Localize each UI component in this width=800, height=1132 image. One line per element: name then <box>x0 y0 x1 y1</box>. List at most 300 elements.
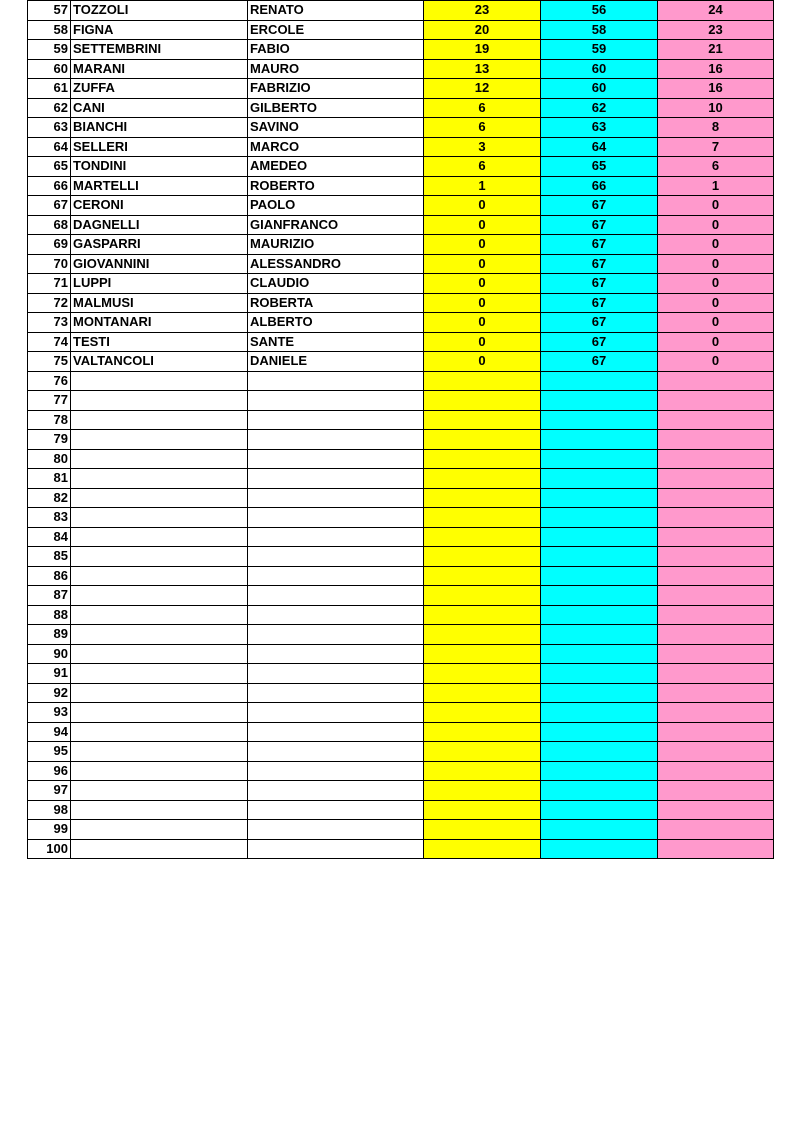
surname-cell: CANI <box>71 98 248 118</box>
table-row <box>28 79 774 99</box>
score-col1-cell <box>424 508 541 528</box>
row-number-cell: 80 <box>28 449 71 469</box>
surname-cell: TOZZOLI <box>71 1 248 21</box>
table-row <box>28 332 774 352</box>
row-number-cell: 83 <box>28 508 71 528</box>
score-col1-cell <box>424 371 541 391</box>
score-col3-cell: 6 <box>658 157 774 177</box>
score-col1-cell <box>424 781 541 801</box>
first-name-cell: ROBERTO <box>248 176 424 196</box>
row-number-cell: 70 <box>28 254 71 274</box>
row-number-cell: 91 <box>28 664 71 684</box>
first-name-cell <box>248 430 424 450</box>
table-row <box>28 722 774 742</box>
first-name-cell: FABIO <box>248 40 424 60</box>
score-col1-cell: 12 <box>424 79 541 99</box>
score-col2-cell <box>541 508 658 528</box>
table-row <box>28 137 774 157</box>
score-col2-cell <box>541 742 658 762</box>
score-col2-cell: 58 <box>541 20 658 40</box>
table-row <box>28 449 774 469</box>
score-col3-cell <box>658 469 774 489</box>
score-col3-cell: 16 <box>658 59 774 79</box>
score-col1-cell <box>424 742 541 762</box>
score-col3-cell <box>658 410 774 430</box>
score-col1-cell: 0 <box>424 313 541 333</box>
row-number-cell: 65 <box>28 157 71 177</box>
first-name-cell: CLAUDIO <box>248 274 424 294</box>
score-col3-cell: 0 <box>658 235 774 255</box>
first-name-cell <box>248 566 424 586</box>
surname-cell <box>71 722 248 742</box>
score-col1-cell <box>424 839 541 859</box>
surname-cell: MARANI <box>71 59 248 79</box>
surname-cell: ZUFFA <box>71 79 248 99</box>
table-row <box>28 313 774 333</box>
table-row <box>28 157 774 177</box>
score-col3-cell: 0 <box>658 352 774 372</box>
score-col2-cell: 66 <box>541 176 658 196</box>
score-col3-cell <box>658 371 774 391</box>
score-col2-cell: 67 <box>541 332 658 352</box>
score-col3-cell: 8 <box>658 118 774 138</box>
surname-cell <box>71 371 248 391</box>
score-col2-cell: 60 <box>541 79 658 99</box>
first-name-cell: PAOLO <box>248 196 424 216</box>
score-col3-cell: 0 <box>658 196 774 216</box>
score-col1-cell <box>424 488 541 508</box>
score-col1-cell <box>424 566 541 586</box>
table-row <box>28 1 774 21</box>
first-name-cell <box>248 800 424 820</box>
first-name-cell <box>248 839 424 859</box>
score-col1-cell <box>424 664 541 684</box>
score-col1-cell <box>424 391 541 411</box>
row-number-cell: 58 <box>28 20 71 40</box>
score-col2-cell <box>541 527 658 547</box>
score-col3-cell: 0 <box>658 293 774 313</box>
score-col3-cell <box>658 800 774 820</box>
row-number-cell: 95 <box>28 742 71 762</box>
score-col1-cell <box>424 722 541 742</box>
first-name-cell: RENATO <box>248 1 424 21</box>
score-col1-cell: 19 <box>424 40 541 60</box>
table-row <box>28 469 774 489</box>
score-col2-cell <box>541 586 658 606</box>
score-col2-cell <box>541 449 658 469</box>
score-col3-cell <box>658 430 774 450</box>
surname-cell <box>71 488 248 508</box>
row-number-cell: 98 <box>28 800 71 820</box>
score-col1-cell: 0 <box>424 352 541 372</box>
table-row <box>28 196 774 216</box>
table-row <box>28 781 774 801</box>
first-name-cell: GIANFRANCO <box>248 215 424 235</box>
first-name-cell: FABRIZIO <box>248 79 424 99</box>
surname-cell <box>71 625 248 645</box>
score-col1-cell <box>424 586 541 606</box>
score-col3-cell <box>658 586 774 606</box>
score-col2-cell <box>541 683 658 703</box>
score-col3-cell <box>658 391 774 411</box>
score-col1-cell: 0 <box>424 215 541 235</box>
surname-cell <box>71 508 248 528</box>
surname-cell: SETTEMBRINI <box>71 40 248 60</box>
first-name-cell <box>248 664 424 684</box>
row-number-cell: 85 <box>28 547 71 567</box>
first-name-cell <box>248 820 424 840</box>
score-col2-cell <box>541 703 658 723</box>
row-number-cell: 78 <box>28 410 71 430</box>
surname-cell <box>71 683 248 703</box>
score-col2-cell: 67 <box>541 293 658 313</box>
surname-cell: DAGNELLI <box>71 215 248 235</box>
surname-cell: MONTANARI <box>71 313 248 333</box>
score-col1-cell: 0 <box>424 274 541 294</box>
surname-cell <box>71 742 248 762</box>
score-col2-cell: 64 <box>541 137 658 157</box>
first-name-cell: MARCO <box>248 137 424 157</box>
table-row <box>28 488 774 508</box>
score-col3-cell <box>658 625 774 645</box>
table-row <box>28 625 774 645</box>
surname-cell <box>71 410 248 430</box>
score-col2-cell <box>541 625 658 645</box>
score-col1-cell <box>424 703 541 723</box>
score-col1-cell <box>424 430 541 450</box>
surname-cell <box>71 449 248 469</box>
score-col3-cell: 10 <box>658 98 774 118</box>
score-col2-cell: 67 <box>541 352 658 372</box>
score-col1-cell: 1 <box>424 176 541 196</box>
table-row <box>28 761 774 781</box>
score-col2-cell <box>541 644 658 664</box>
table-row <box>28 40 774 60</box>
score-col2-cell <box>541 839 658 859</box>
surname-cell: VALTANCOLI <box>71 352 248 372</box>
table-row <box>28 352 774 372</box>
surname-cell: FIGNA <box>71 20 248 40</box>
score-col1-cell <box>424 800 541 820</box>
score-col3-cell: 24 <box>658 1 774 21</box>
score-col2-cell <box>541 547 658 567</box>
row-number-cell: 90 <box>28 644 71 664</box>
row-number-cell: 74 <box>28 332 71 352</box>
row-number-cell: 79 <box>28 430 71 450</box>
row-number-cell: 81 <box>28 469 71 489</box>
score-col1-cell: 0 <box>424 332 541 352</box>
score-col2-cell: 63 <box>541 118 658 138</box>
score-col3-cell: 0 <box>658 313 774 333</box>
first-name-cell <box>248 683 424 703</box>
standings-table <box>27 0 774 859</box>
row-number-cell: 77 <box>28 391 71 411</box>
row-number-cell: 76 <box>28 371 71 391</box>
first-name-cell <box>248 644 424 664</box>
row-number-cell: 64 <box>28 137 71 157</box>
table-row <box>28 742 774 762</box>
first-name-cell: ERCOLE <box>248 20 424 40</box>
surname-cell: SELLERI <box>71 137 248 157</box>
first-name-cell <box>248 625 424 645</box>
table-row <box>28 683 774 703</box>
first-name-cell <box>248 605 424 625</box>
surname-cell <box>71 527 248 547</box>
surname-cell <box>71 547 248 567</box>
table-row <box>28 839 774 859</box>
surname-cell <box>71 800 248 820</box>
first-name-cell <box>248 508 424 528</box>
score-col2-cell <box>541 820 658 840</box>
table-row <box>28 508 774 528</box>
row-number-cell: 94 <box>28 722 71 742</box>
row-number-cell: 69 <box>28 235 71 255</box>
row-number-cell: 71 <box>28 274 71 294</box>
first-name-cell: SANTE <box>248 332 424 352</box>
first-name-cell <box>248 742 424 762</box>
score-col2-cell <box>541 469 658 489</box>
score-col3-cell <box>658 742 774 762</box>
surname-cell <box>71 703 248 723</box>
score-col1-cell <box>424 547 541 567</box>
row-number-cell: 68 <box>28 215 71 235</box>
first-name-cell <box>248 469 424 489</box>
score-col2-cell <box>541 410 658 430</box>
score-col3-cell: 0 <box>658 254 774 274</box>
score-col1-cell <box>424 761 541 781</box>
score-col3-cell: 0 <box>658 274 774 294</box>
table-row <box>28 547 774 567</box>
score-col2-cell: 59 <box>541 40 658 60</box>
surname-cell: GASPARRI <box>71 235 248 255</box>
surname-cell: BIANCHI <box>71 118 248 138</box>
first-name-cell <box>248 761 424 781</box>
table-row <box>28 586 774 606</box>
table-row <box>28 254 774 274</box>
score-col1-cell: 3 <box>424 137 541 157</box>
score-col2-cell <box>541 391 658 411</box>
score-col3-cell <box>658 547 774 567</box>
surname-cell <box>71 566 248 586</box>
surname-cell <box>71 469 248 489</box>
score-col3-cell <box>658 508 774 528</box>
table-row <box>28 20 774 40</box>
score-col1-cell: 0 <box>424 235 541 255</box>
score-col2-cell <box>541 371 658 391</box>
score-col2-cell <box>541 488 658 508</box>
score-col3-cell <box>658 566 774 586</box>
score-col2-cell: 60 <box>541 59 658 79</box>
score-col2-cell <box>541 800 658 820</box>
surname-cell <box>71 781 248 801</box>
surname-cell <box>71 820 248 840</box>
first-name-cell <box>248 586 424 606</box>
score-col2-cell <box>541 566 658 586</box>
score-col2-cell <box>541 664 658 684</box>
row-number-cell: 99 <box>28 820 71 840</box>
table-row <box>28 820 774 840</box>
row-number-cell: 92 <box>28 683 71 703</box>
score-col1-cell: 0 <box>424 254 541 274</box>
score-col1-cell <box>424 449 541 469</box>
score-col1-cell: 23 <box>424 1 541 21</box>
table-row <box>28 430 774 450</box>
score-col2-cell <box>541 761 658 781</box>
row-number-cell: 67 <box>28 196 71 216</box>
first-name-cell: ROBERTA <box>248 293 424 313</box>
table-row <box>28 391 774 411</box>
score-col3-cell: 1 <box>658 176 774 196</box>
table-row <box>28 800 774 820</box>
row-number-cell: 86 <box>28 566 71 586</box>
score-col1-cell: 6 <box>424 98 541 118</box>
surname-cell: TONDINI <box>71 157 248 177</box>
surname-cell <box>71 644 248 664</box>
score-col3-cell <box>658 664 774 684</box>
score-col2-cell: 67 <box>541 215 658 235</box>
row-number-cell: 57 <box>28 1 71 21</box>
score-col1-cell: 13 <box>424 59 541 79</box>
score-col1-cell: 20 <box>424 20 541 40</box>
surname-cell: LUPPI <box>71 274 248 294</box>
score-col3-cell <box>658 820 774 840</box>
row-number-cell: 61 <box>28 79 71 99</box>
row-number-cell: 100 <box>28 839 71 859</box>
surname-cell <box>71 839 248 859</box>
score-col1-cell <box>424 644 541 664</box>
table-row <box>28 274 774 294</box>
row-number-cell: 63 <box>28 118 71 138</box>
score-col1-cell: 0 <box>424 293 541 313</box>
first-name-cell <box>248 703 424 723</box>
table-row <box>28 703 774 723</box>
first-name-cell: SAVINO <box>248 118 424 138</box>
first-name-cell <box>248 547 424 567</box>
score-col2-cell <box>541 605 658 625</box>
table-row <box>28 410 774 430</box>
row-number-cell: 89 <box>28 625 71 645</box>
row-number-cell: 60 <box>28 59 71 79</box>
first-name-cell: GILBERTO <box>248 98 424 118</box>
first-name-cell: DANIELE <box>248 352 424 372</box>
row-number-cell: 59 <box>28 40 71 60</box>
score-col3-cell <box>658 644 774 664</box>
row-number-cell: 84 <box>28 527 71 547</box>
score-col2-cell: 56 <box>541 1 658 21</box>
table-row <box>28 664 774 684</box>
row-number-cell: 96 <box>28 761 71 781</box>
table-row <box>28 118 774 138</box>
first-name-cell <box>248 410 424 430</box>
score-col2-cell: 67 <box>541 254 658 274</box>
table-row <box>28 527 774 547</box>
score-col1-cell: 0 <box>424 196 541 216</box>
surname-cell <box>71 605 248 625</box>
score-col3-cell <box>658 722 774 742</box>
table-row <box>28 59 774 79</box>
first-name-cell <box>248 781 424 801</box>
table-row <box>28 98 774 118</box>
table-row <box>28 371 774 391</box>
score-col3-cell: 23 <box>658 20 774 40</box>
first-name-cell: MAURIZIO <box>248 235 424 255</box>
surname-cell: MALMUSI <box>71 293 248 313</box>
first-name-cell <box>248 449 424 469</box>
table-row <box>28 644 774 664</box>
score-col1-cell <box>424 469 541 489</box>
row-number-cell: 93 <box>28 703 71 723</box>
score-col1-cell <box>424 605 541 625</box>
standings-table-body <box>28 1 774 859</box>
row-number-cell: 87 <box>28 586 71 606</box>
score-col3-cell: 21 <box>658 40 774 60</box>
score-col2-cell: 67 <box>541 235 658 255</box>
score-col3-cell: 16 <box>658 79 774 99</box>
score-col2-cell <box>541 722 658 742</box>
score-col2-cell: 62 <box>541 98 658 118</box>
score-col3-cell: 0 <box>658 332 774 352</box>
row-number-cell: 73 <box>28 313 71 333</box>
score-col3-cell <box>658 761 774 781</box>
score-col3-cell <box>658 527 774 547</box>
surname-cell: CERONI <box>71 196 248 216</box>
row-number-cell: 62 <box>28 98 71 118</box>
surname-cell: GIOVANNINI <box>71 254 248 274</box>
first-name-cell <box>248 391 424 411</box>
row-number-cell: 88 <box>28 605 71 625</box>
score-col2-cell <box>541 430 658 450</box>
row-number-cell: 72 <box>28 293 71 313</box>
score-col1-cell: 6 <box>424 118 541 138</box>
score-col1-cell <box>424 683 541 703</box>
table-row <box>28 293 774 313</box>
table-row <box>28 176 774 196</box>
score-col2-cell: 67 <box>541 274 658 294</box>
surname-cell <box>71 586 248 606</box>
score-col2-cell: 65 <box>541 157 658 177</box>
first-name-cell: ALESSANDRO <box>248 254 424 274</box>
score-col1-cell: 6 <box>424 157 541 177</box>
score-col2-cell: 67 <box>541 196 658 216</box>
surname-cell <box>71 391 248 411</box>
table-row <box>28 566 774 586</box>
score-col3-cell <box>658 703 774 723</box>
score-col1-cell <box>424 527 541 547</box>
score-col1-cell <box>424 625 541 645</box>
row-number-cell: 75 <box>28 352 71 372</box>
score-col1-cell <box>424 410 541 430</box>
score-col3-cell <box>658 781 774 801</box>
score-col3-cell <box>658 605 774 625</box>
first-name-cell <box>248 488 424 508</box>
table-row <box>28 235 774 255</box>
first-name-cell <box>248 722 424 742</box>
score-col3-cell <box>658 449 774 469</box>
surname-cell <box>71 430 248 450</box>
row-number-cell: 66 <box>28 176 71 196</box>
score-col3-cell <box>658 488 774 508</box>
table-row <box>28 605 774 625</box>
score-col3-cell <box>658 683 774 703</box>
score-col1-cell <box>424 820 541 840</box>
first-name-cell: ALBERTO <box>248 313 424 333</box>
table-row <box>28 215 774 235</box>
score-col3-cell <box>658 839 774 859</box>
surname-cell <box>71 761 248 781</box>
first-name-cell <box>248 371 424 391</box>
row-number-cell: 97 <box>28 781 71 801</box>
row-number-cell: 82 <box>28 488 71 508</box>
